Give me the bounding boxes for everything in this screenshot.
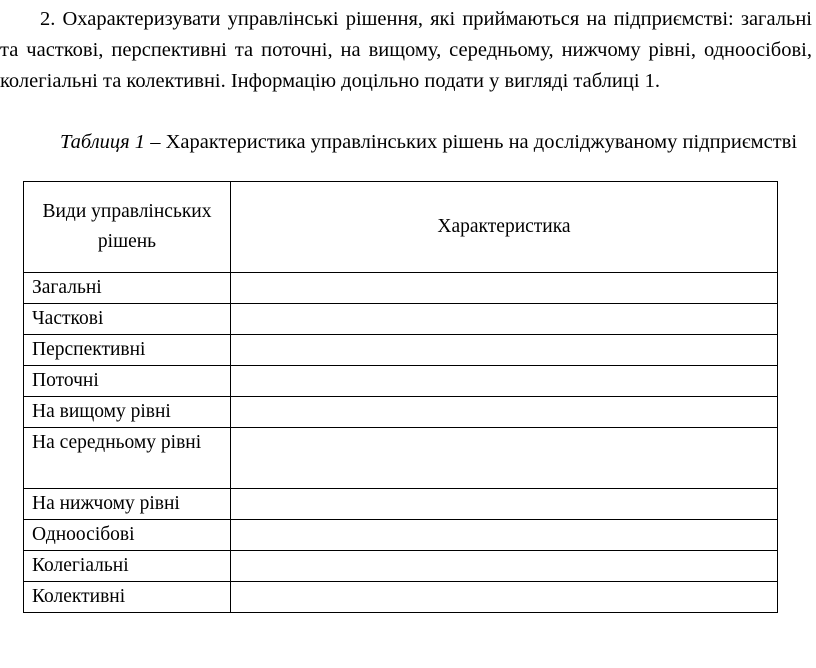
header-types: Види управлінських рішень [24, 182, 231, 273]
row-type-cell: Колегіальні [24, 551, 231, 582]
table-row [24, 335, 778, 366]
table-row [24, 273, 778, 304]
table-row [24, 397, 778, 428]
row-description-cell[interactable] [231, 335, 778, 366]
table-header-row [24, 182, 778, 273]
table-row [24, 520, 778, 551]
row-type-cell: Часткові [24, 304, 231, 335]
decisions-table [23, 181, 778, 613]
row-type-cell: На нижчому рівні [24, 489, 231, 520]
table-row [24, 366, 778, 397]
row-type-cell: Одноосібові [24, 520, 231, 551]
row-description-cell[interactable] [231, 582, 778, 613]
row-type-cell: Загальні [24, 273, 231, 304]
row-description-cell[interactable] [231, 273, 778, 304]
row-type-cell: Поточні [24, 366, 231, 397]
row-description-cell[interactable] [231, 520, 778, 551]
row-description-cell[interactable] [231, 366, 778, 397]
table-caption-title: Характеристика управлінських рішень на досліджуваному підприємстві [165, 131, 798, 153]
row-type-cell: На вищому рівні [24, 397, 231, 428]
row-description-cell[interactable] [231, 551, 778, 582]
row-type-cell: Колективні [24, 582, 231, 613]
row-description-cell[interactable] [231, 489, 778, 520]
table-row [24, 551, 778, 582]
row-type-cell: Перспективні [24, 335, 231, 366]
table-caption [0, 128, 812, 156]
table-caption-dash: – [145, 131, 166, 153]
row-description-cell[interactable] [231, 428, 778, 489]
task-paragraph: 2. Охарактеризувати управлінські рішення, які приймаються на підприємстві: загальні та часткові, перспективні та поточні, на вищому, середньому, нижчому рівні, одноосібові, колегіальні та колективні. Інформацію доцільно подати у вигляді таблиці 1. [0, 8, 812, 92]
row-description-cell[interactable] [231, 397, 778, 428]
table-row [24, 428, 778, 489]
table-row [24, 304, 778, 335]
row-type-cell: На середньому рівні [24, 428, 231, 489]
header-characteristic: Характеристика [231, 182, 778, 273]
table-caption-label: Таблиця 1 [60, 131, 146, 153]
table-row [24, 489, 778, 520]
table-row [24, 582, 778, 613]
row-description-cell[interactable] [231, 304, 778, 335]
